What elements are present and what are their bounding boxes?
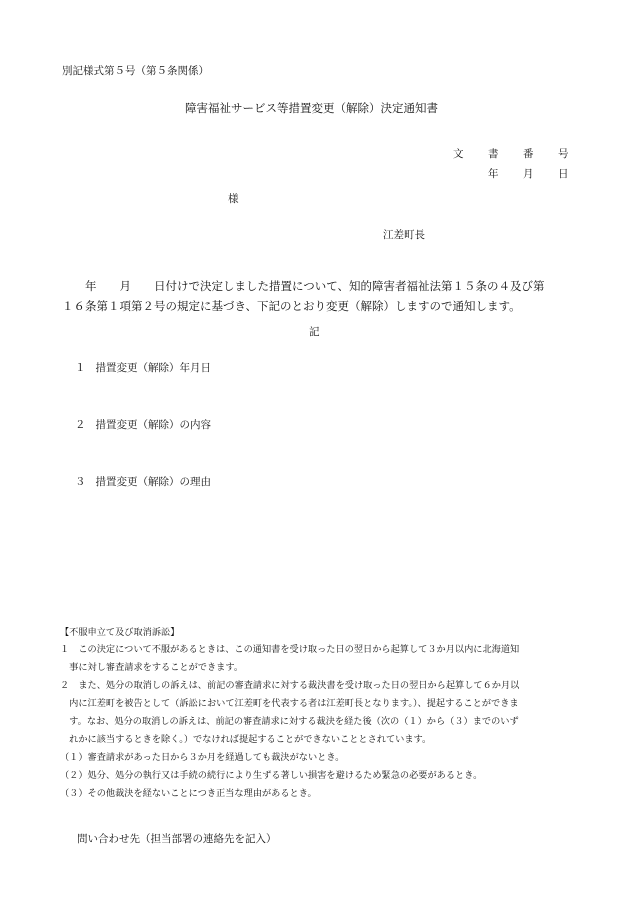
date-day: 日 (558, 168, 569, 180)
item-number: ３ (75, 476, 86, 488)
appeal-line: 事に対し審査請求をすることができます。 (60, 662, 244, 673)
body-line: １６条第１項第２号の規定に基づき、下記のとおり変更（解除）しますので通知します。 (62, 299, 521, 313)
appeal-line: 内に江差町を被告として（訴訟において江差町を代表する者は江差町長となります。）、提起することができま (60, 698, 519, 709)
appeal-line: す。なお、処分の取消しの訴えは、前記の審査請求に対する裁決を経た後（次の（１）から（３）までのいず (60, 716, 519, 727)
item-1 (75, 360, 211, 375)
item-number: １ (75, 362, 86, 374)
document-title: 障害福祉サービス等措置変更（解除）決定通知書 (185, 101, 438, 115)
body-text (62, 276, 545, 316)
item-text: 措置変更（解除）の理由 (95, 476, 211, 488)
appeal-line: ２ また、処分の取消しの訴えは、前記の審査請求に対する裁決書を受け取った日の翌日から起算して６か月以 (60, 680, 520, 691)
addressee-suffix: 様 (228, 193, 239, 205)
body-line: 年 月 日付けで決定しました措置について、知的障害者福祉法第１５条の４及び第 (62, 279, 545, 293)
docno-char: 号 (558, 148, 569, 160)
ki-marker: 記 (309, 326, 320, 338)
appeal-line: （１）審査請求があった日から３か月を経過しても裁決がないとき。 (60, 752, 345, 763)
date-month: 月 (523, 168, 534, 180)
docno-char: 番 (523, 148, 534, 160)
docno-char: 書 (488, 148, 499, 160)
appeal-notes (60, 641, 519, 803)
contact-info: 問い合わせ先（担当部署の連絡先を記入） (77, 833, 277, 845)
appeal-line: （３）その他裁決を経ないことにつき正当な理由があるとき。 (60, 788, 317, 799)
item-3 (75, 474, 211, 489)
appeal-line: （２）処分、処分の執行又は手続の続行により生ずる著しい損害を避けるため緊急の必要があるとき。 (60, 770, 483, 781)
document-number (453, 146, 569, 161)
appeal-line: １ この決定について不服があるときは、この通知書を受け取った日の翌日から起算して３か月以内に北海道知 (60, 644, 520, 655)
item-text: 措置変更（解除）の内容 (95, 419, 211, 431)
item-number: ２ (75, 419, 86, 431)
item-2 (75, 417, 211, 432)
sender: 江差町長 (383, 229, 425, 241)
issue-date (488, 166, 569, 181)
form-label: 別記様式第５号（第５条関係） (62, 65, 209, 77)
appeal-line: れかに該当するときを除く。）でなければ提起することができないこととされています。 (60, 734, 432, 745)
docno-char: 文 (453, 148, 464, 160)
date-year: 年 (488, 168, 499, 180)
appeal-heading: 【不服申立て及び取消訴訟】 (60, 627, 180, 638)
item-text: 措置変更（解除）年月日 (95, 362, 211, 374)
